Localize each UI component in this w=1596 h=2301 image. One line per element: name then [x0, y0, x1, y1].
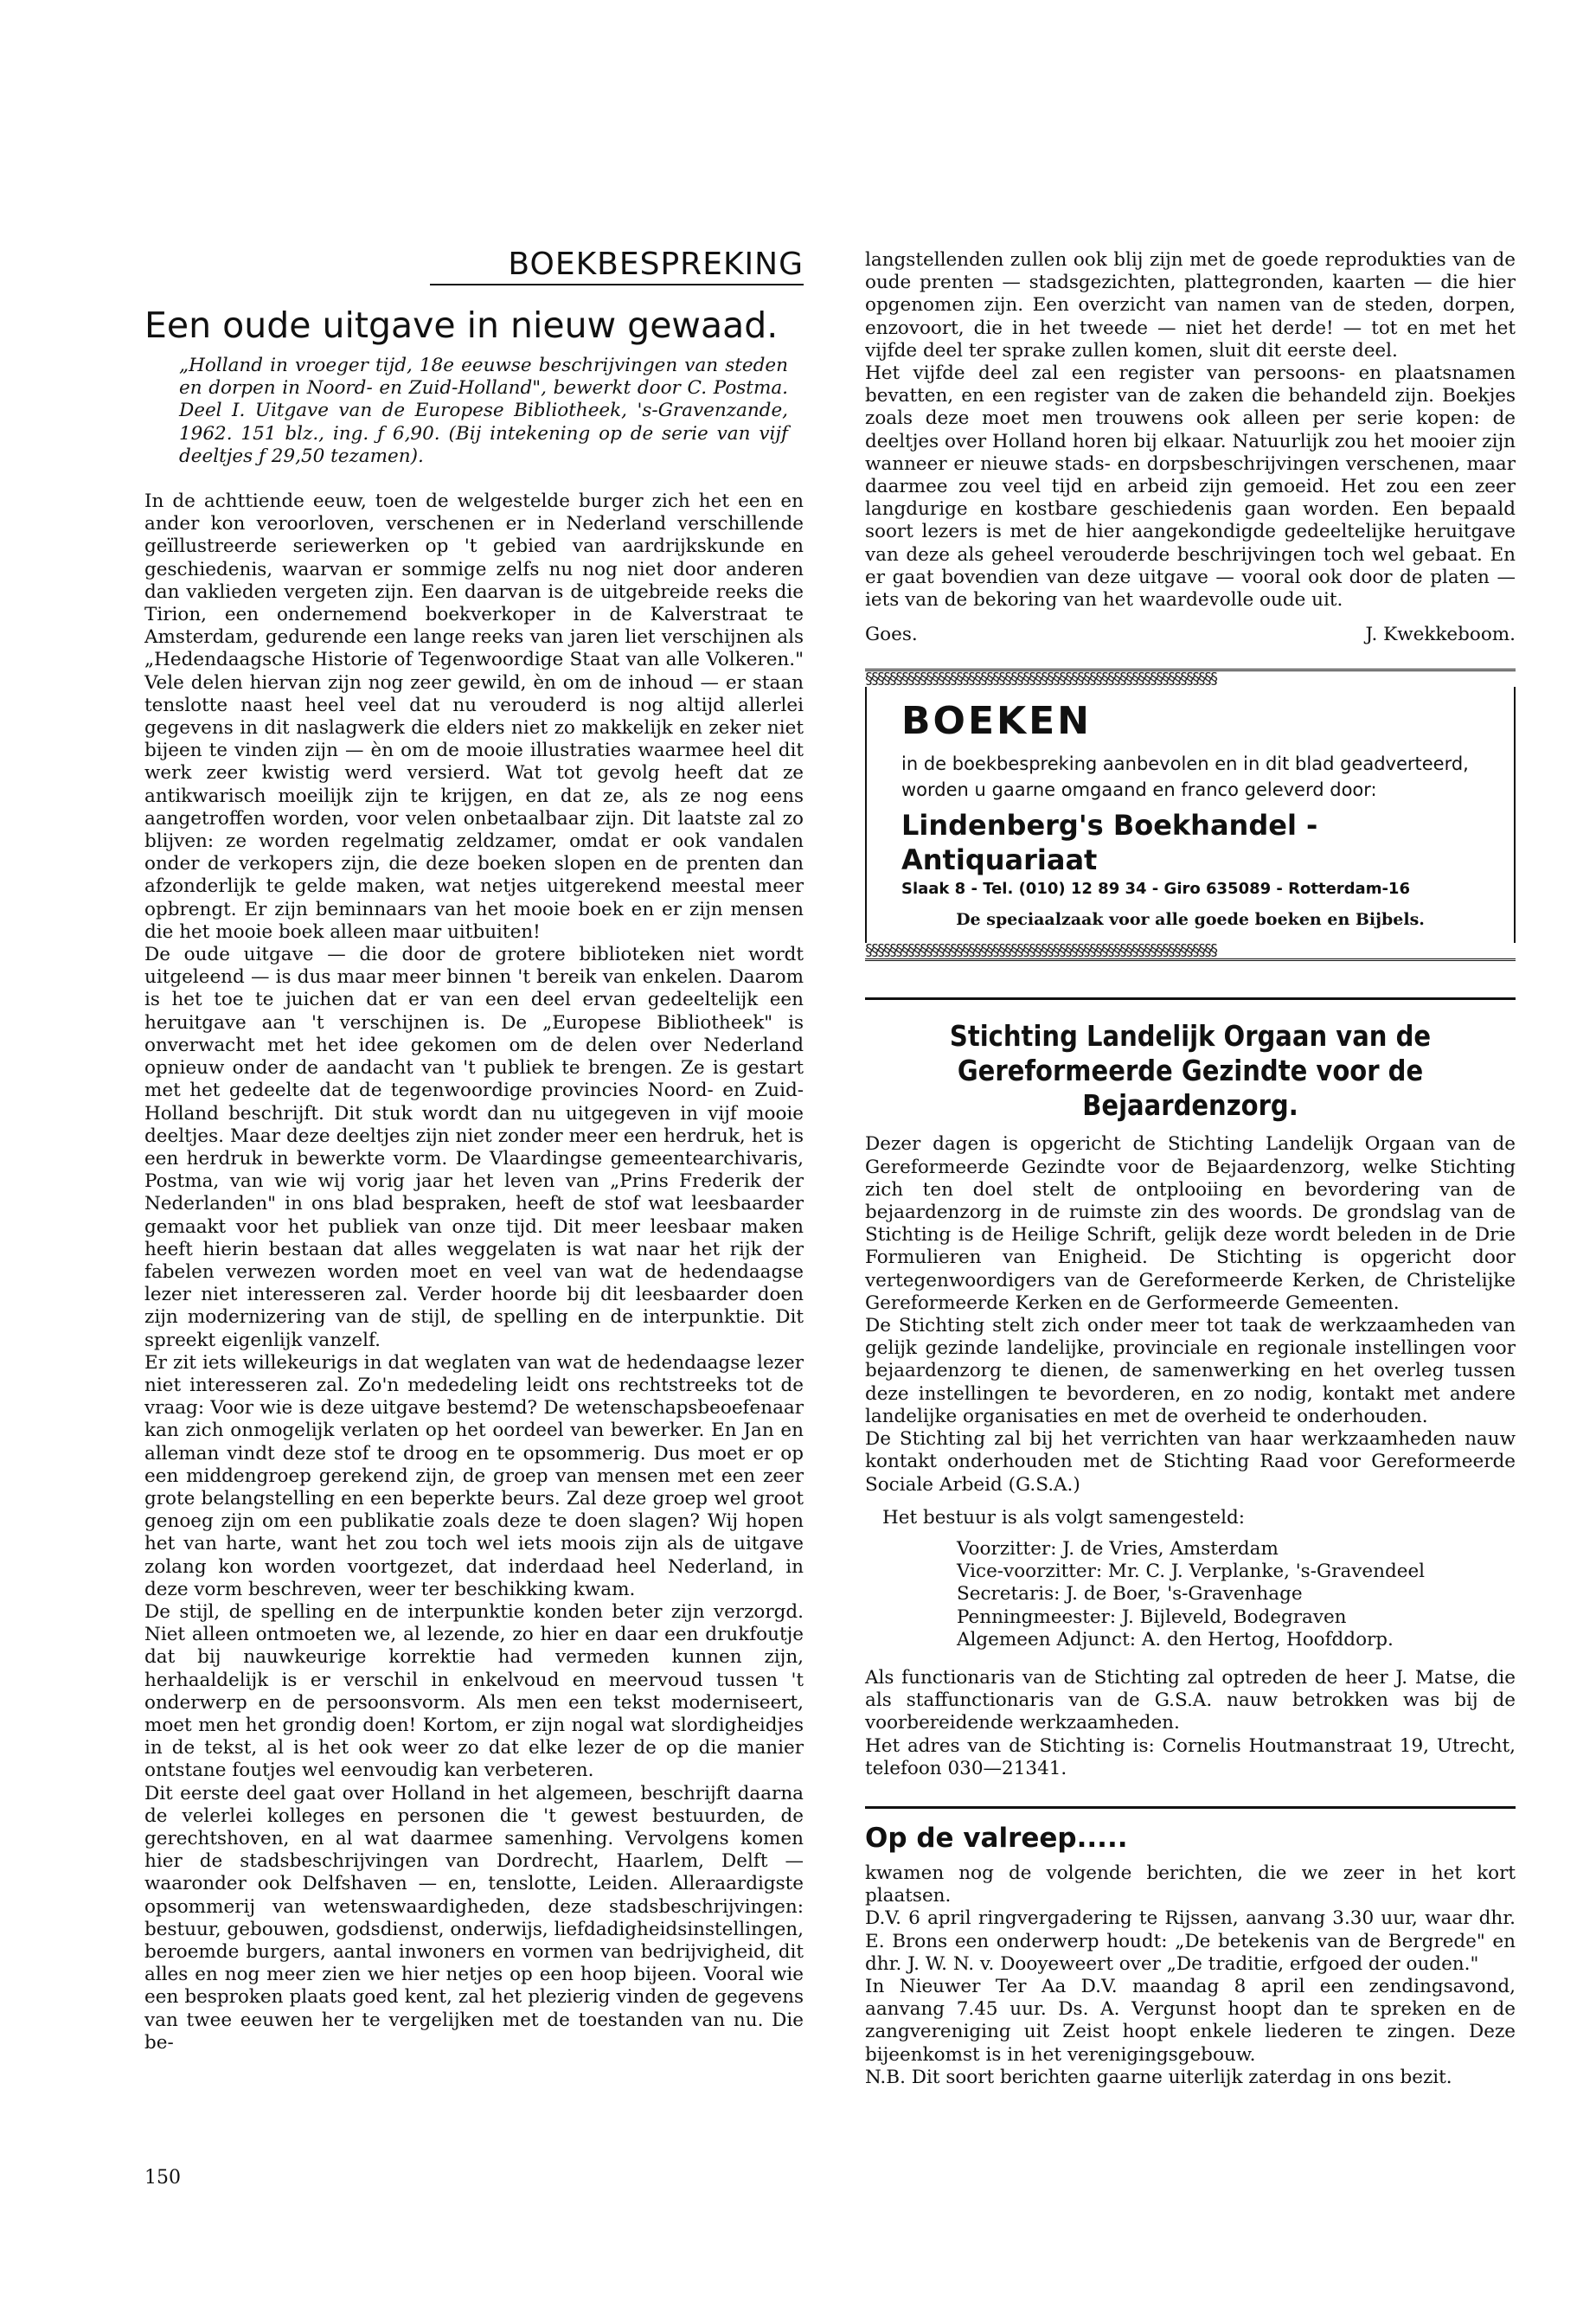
- ad-title: BOEKEN: [901, 699, 1092, 744]
- ad-address: Slaak 8 - Tel. (010) 12 89 34 - Giro 635089 - Rotterdam-16: [901, 880, 1410, 899]
- decorative-border-bottom: §§§§§§§§§§§§§§§§§§§§§§§§§§§§§§§§§§§§§§§§§§§§§§§§§§§§§§§§§§: [865, 943, 1216, 959]
- stichting-after-paragraph: Als functionaris van de Stichting zal optreden de heer J. Matse, die als staffunctionaris van de G.S.A. nauw betrokken was bij de voorbereidende werkzaamheden.: [865, 1666, 1516, 1734]
- review-continued-paragraph: langstellenden zullen ook blij zijn met de goede reprodukties van de oude prenten — stadsgezichten, plattegronden, kaarten — die hier opgenomen zijn. Een overzicht van namen van de steden, dorpen, enzovoort, die in het tweede — niet het derde! — tot en met het vijfde deel ter sprake zullen komen, sluit dit eerste deel.: [865, 249, 1516, 362]
- board-member: Vice-voorzitter: Mr. C. J. Verplanke, 's-Gravendeel: [957, 1561, 1426, 1583]
- board-member: Algemeen Adjunct: A. den Hertog, Hoofddorp.: [957, 1628, 1394, 1650]
- stichting-title: Stichting Landelijk Orgaan van de Gereformeerde Gezindte voor de Bejaardenzorg.: [949, 1019, 1432, 1123]
- section-divider: [865, 997, 1516, 1000]
- review-paragraph: Dit eerste deel gaat over Holland in het algemeen, beschrijft daarna de velerlei kolleges en personen die 't gewest bestuurden, de gerechtshoven, en al wat daarmee samenhing. Vervolgens komen hier de stadsbeschrijvingen van Dordrecht, Haarlem, Delft — waaronder ook Delfshaven — en, tenslotte, Leiden. Alleraardigste opsommerij van wetenswaardigheden, deze stadsbeschrijvingen: bestuur, gebouwen, godsdienst, onderwijs, liefdadigheidsinstellingen, beroemde burgers, aantal inwoners en vormen van bedrijvigheid, dit alles en nog meer zien we hier netjes op een hoop bijeen. Vooral wie een besproken plaats goed kent, zal het plezierig vinden de gegevens van twee eeuwen her te vergelijken met de toestanden van nu. Die be-: [144, 1782, 804, 2054]
- board-member: Penningmeester: J. Bijleveld, Bodegraven: [957, 1606, 1347, 1628]
- stichting-paragraph: De Stichting stelt zich onder meer tot taak de werkzaamheden van gelijk gezinde landelijke, provinciale en regionale instellingen voor bejaardenzorg te dienen, de samenwerking en het overleg tussen deze instellingen te bevorderen, en zo nodig, kontakt met andere landelijke organisaties en met de overheid te onderhouden.: [865, 1315, 1516, 1427]
- review-place: Goes.: [865, 624, 918, 646]
- review-paragraph: Er zit iets willekeurigs in dat weglaten van wat de hedendaagse lezer niet interesseren zal. Zo'n mededeling leidt ons rechtstreeks tot de vraag: Voor wie is deze uitgave bestemd? De wetenschapsbeoefenaar kan zich onmogelijk verlaten op het oordeel van bewerker. En Jan en alleman vindt deze stof te droog en te opsommerig. Dus moet er op een middengroep gerekend zijn, de groep van mensen met een zeer grote belangstelling en een beperkte beurs. Zal deze groep wel groot genoeg zijn om een publikatie zoals deze te doen slagen? Wij hopen het van harte, want het zou toch wel iets moois zijn als de uitgave zolang kon worden voortgezet, dat inderdaad heel Nederland, in deze vorm beschreven, weer ter beschikking kwam.: [144, 1351, 804, 1600]
- ad-specialty: De speciaalzaak voor alle goede boeken en Bijbels.: [956, 910, 1425, 930]
- section-header: BOEKBESPREKING: [430, 249, 804, 285]
- valreep-paragraph: D.V. 6 april ringvergadering te Rijssen, aanvang 3.30 uur, waar dhr. E. Brons een onderwerp houdt: „De betekenis van de Bergrede" en dhr. J. W. N. v. Dooyeweert over „De traditie, erfgoed der ouden.": [865, 1907, 1516, 1975]
- decorative-border-top: §§§§§§§§§§§§§§§§§§§§§§§§§§§§§§§§§§§§§§§§§§§§§§§§§§§§§§§§§§: [865, 671, 1216, 688]
- board-member: Secretaris: J. de Boer, 's-Gravenhage: [957, 1583, 1303, 1606]
- review-paragraph: In de achttiende eeuw, toen de welgestelde burger zich het een en ander kon veroorloven, verschenen er in Nederland verschillende geïllustreerde seriewerken op 't gebied van aardrijkskunde en geschiedenis, waarvan er sommige zelfs nu nog niet door anderen dan vaklieden vergeten zijn. Een daarvan is de uitgebreide reeks die Tirion, een ondernemend boekverkoper in de Kalverstraat te Amsterdam, gedurende een lange reeks van jaren liet verschijnen als „Hedendaagsche Historie of Tegenwoordige Staat van alle Volkeren." Vele delen hiervan zijn nog zeer gewild, èn om de inhoud — er staan tenslotte naast heel veel dat nu verouderd is nog altijd allerlei gegevens in dit naslagwerk die elders niet zo makkelijk en zeker niet bijeen te vinden zijn — èn om de mooie illustraties waarmee heel dit werk zeer kwistig werd versierd. Wat tot gevolg heeft dat ze antikwarisch moeilijk zijn te krijgen, en dat ze, als ze nog eens aangetroffen worden, voor velen onbetaalbaar zijn. Dit laatste zal zo blijven: ze worden regelmatig zeldzamer, omdat er ook vandalen onder de verkopers zijn, die deze boeken slopen en de prenten dan afzonderlijk te gelde maken, wat netjes uitgerekend meestal meer opbrengt. Er zijn beminnaars van het mooie boek en er zijn mensen die het mooie boek alleen maar uitbuiten!: [144, 490, 804, 943]
- board-member: Voorzitter: J. de Vries, Amsterdam: [957, 1537, 1279, 1560]
- stichting-paragraph: De Stichting zal bij het verrichten van haar werkzaamheden nauw kontakt onderhouden met de Stichting Raad voor Gereformeerde Sociale Arbeid (G.S.A.): [865, 1428, 1516, 1496]
- stichting-paragraph: Dezer dagen is opgericht de Stichting Landelijk Orgaan van de Gereformeerde Gezindte voor de Bejaardenzorg, welke Stichting zich ten doel stelt de ontplooiing en bevordering van de bejaardenzorg in de ruimste zin des woords. De grondslag van de Stichting is de Heilige Schrift, gelijk deze wordt beleden in de Drie Formulieren van Enigheid. De Stichting is opgericht door vertegenwoordigers van de Gereformeerde Kerken, de Christelijke Gereformeerde Kerken en de Gerformeerde Gemeenten.: [865, 1133, 1516, 1314]
- page-number: 150: [144, 2167, 181, 2189]
- valreep-paragraph: N.B. Dit soort berichten gaarne uiterlijk zaterdag in ons bezit.: [865, 2066, 1452, 2088]
- valreep-paragraph: In Nieuwer Ter Aa D.V. maandag 8 april een zendingsavond, aanvang 7.45 uur. Ds. A. Vergunst hoopt dan te spreken en de zangvereniging uit Zeist hoopt enkele liederen te zingen. Deze bijeenkomst is in het verenigingsgebouw.: [865, 1975, 1516, 2066]
- review-paragraph: De stijl, de spelling en de interpunktie konden beter zijn verzorgd. Niet alleen ontmoeten we, al lezende, zo hier en daar een drukfoutje dat bij nauwkeurige korrektie had vermeden kunnen zijn, herhaaldelijk is er verschil in enkelvoud en meervoud tussen 't onderwerp en de persoonsvorm. Als men een tekst moderniseert, moet men het grondig doen! Kortom, er zijn nogal wat slordigheidjes in de tekst, al is het ook weer zo dat elke lezer de op die manier ontstane foutjes wel eenvoudig kan verbeteren.: [144, 1600, 804, 1782]
- review-signature: [865, 624, 1516, 646]
- bookshop-advertisement: [865, 669, 1516, 961]
- left-column: [144, 249, 804, 2054]
- review-title: Een oude uitgave in nieuw gewaad.: [144, 304, 779, 346]
- right-column: [865, 249, 1516, 2089]
- review-citation: „Holland in vroeger tijd, 18e eeuwse beschrijvingen van steden en dorpen in Noord- en Zuid-Holland", bewerkt door C. Postma. Deel I. Uitgave van de Europese Bibliotheek, 's-Gravenzande, 1962. 151 blz., ing. ƒ 6,90. (Bij intekening op de serie van vijf deeltjes ƒ 29,50 tezamen).: [179, 355, 788, 467]
- valreep-paragraph: kwamen nog de volgende berichten, die we zeer in het kort plaatsen.: [865, 1862, 1516, 1907]
- stichting-after-paragraph: Het adres van de Stichting is: Cornelis Houtmanstraat 19, Utrecht, telefoon 030—21341.: [865, 1734, 1516, 1779]
- review-paragraph: De oude uitgave — die door de grotere biblioteken niet wordt uitgeleend — is dus maar meer binnen 't bereik van enkelen. Daarom is het toe te juichen dat er van een deel ervan gedeeltelijk een heruitgave aan 't verschijnen is. De „Europese Bibliotheek" is onverwacht met het idee gekomen om de delen over Nederland opnieuw onder de aandacht van 't publiek te brengen. Ze is gestart met het gedeelte dat de tegenwoordige provincies Noord- en Zuid-Holland beschrijft. Dit stuk wordt dan nu uitgegeven in vijf mooie deeltjes. Maar deze deeltjes zijn niet zonder meer een herdruk, het is een herdruk in bewerkte vorm. De Vlaardingse gemeentearchivaris, Postma, van wie wij vorig jaar het leven van „Prins Frederik der Nederlanden" in ons blad bespraken, heeft de stof wat leesbaarder gemaakt voor het publiek van onze tijd. Dit meer leesbaar maken heeft hierin bestaan dat alles weggelaten is wat naar het rijk der fabelen verwezen worden moet en veel van wat de hedendaagse lezer niet interesseren zal. Verder hoorde bij dit leesbaarder doen zijn modernizering van de stijl, de spelling en de interpunktie. Dit spreekt eigenlijk vanzelf.: [144, 944, 804, 1351]
- review-continued-paragraph: Het vijfde deel zal een register van persoons- en plaatsnamen bevatten, en een register van de zaken die behandeld zijn. Boekjes zoals deze moet men trouwens ook alleen per serie kopen: de deeltjes over Holland horen bij elkaar. Natuurlijk zou het mooier zijn wanneer er nieuwe stads- en dorpsbeschrijvingen verschenen, maar daarmee zou veel tijd en arbeid zijn gemoeid. Het zou een zeer langdurige en kostbare geschiedenis gaan worden. Een bepaald soort lezers is met de hier aangekondigde gedeeltelijke heruitgave van deze als geheel verouderde beschrijvingen toch wel gebaat. En er gaat bovendien van deze uitgave — vooral ook door de platen — iets van de bekoring van het waardevolle oude uit.: [865, 362, 1516, 612]
- ad-shop-name: Lindenberg's Boekhandel - Antiquariaat: [901, 809, 1318, 877]
- valreep-title: Op de valreep.....: [865, 1822, 1128, 1854]
- review-author: J. Kwekkeboom.: [1365, 624, 1516, 646]
- ad-text: in de boekbespreking aanbevolen en in dit blad geadverteerd, worden u gaarne omgaand en franco geleverd door:: [901, 753, 1469, 801]
- board-intro: Het bestuur is als volgt samengesteld:: [882, 1506, 1245, 1529]
- board-list: [957, 1538, 1516, 1651]
